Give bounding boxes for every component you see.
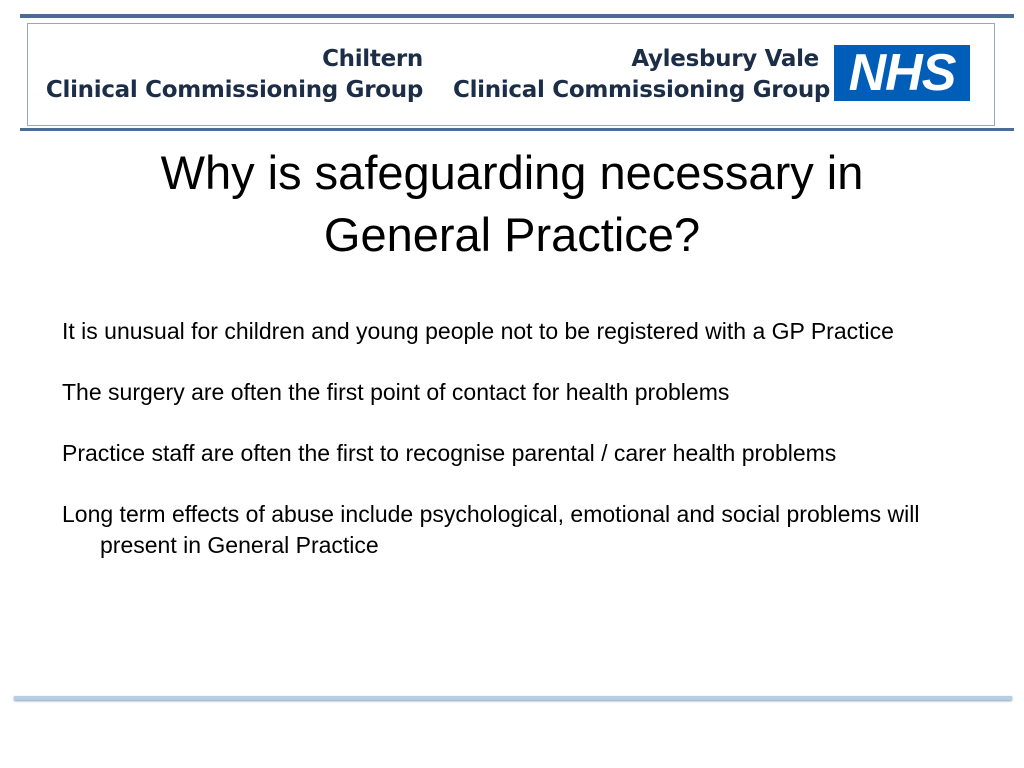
aylesbury-vale-ccg-subtitle: Clinical Commissioning Group [453,77,831,103]
aylesbury-vale-ccg-logo [453,44,831,106]
logo-banner [27,23,995,126]
chiltern-ccg-logo [38,44,423,106]
bullet-item: It is unusual for children and young people not to be registered with a GP Practice [62,318,894,344]
nhs-logo [834,45,970,101]
aylesbury-vale-ccg-name: Aylesbury Vale [631,46,819,72]
bullet-list [62,316,972,591]
slide-title-line-1: Why is safeguarding necessary in [160,146,864,199]
chiltern-ccg-name: Chiltern [322,46,423,72]
bullet-item: Practice staff are often the first to recognise parental / carer health problems [62,440,837,466]
header-bottom-rule [20,128,1014,131]
footer-rule [14,696,1012,700]
slide-title [40,142,984,266]
chiltern-ccg-subtitle: Clinical Commissioning Group [45,77,423,103]
header-top-rule [20,14,1014,18]
bullet-item: The surgery are often the first point of contact for health problems [62,379,730,405]
nhs-logo-text: NHS [848,44,956,102]
bullet-item: Long term effects of abuse include psychological, emotional and social problems will present in General Practice [62,501,920,558]
slide-title-line-2: General Practice? [323,208,701,261]
